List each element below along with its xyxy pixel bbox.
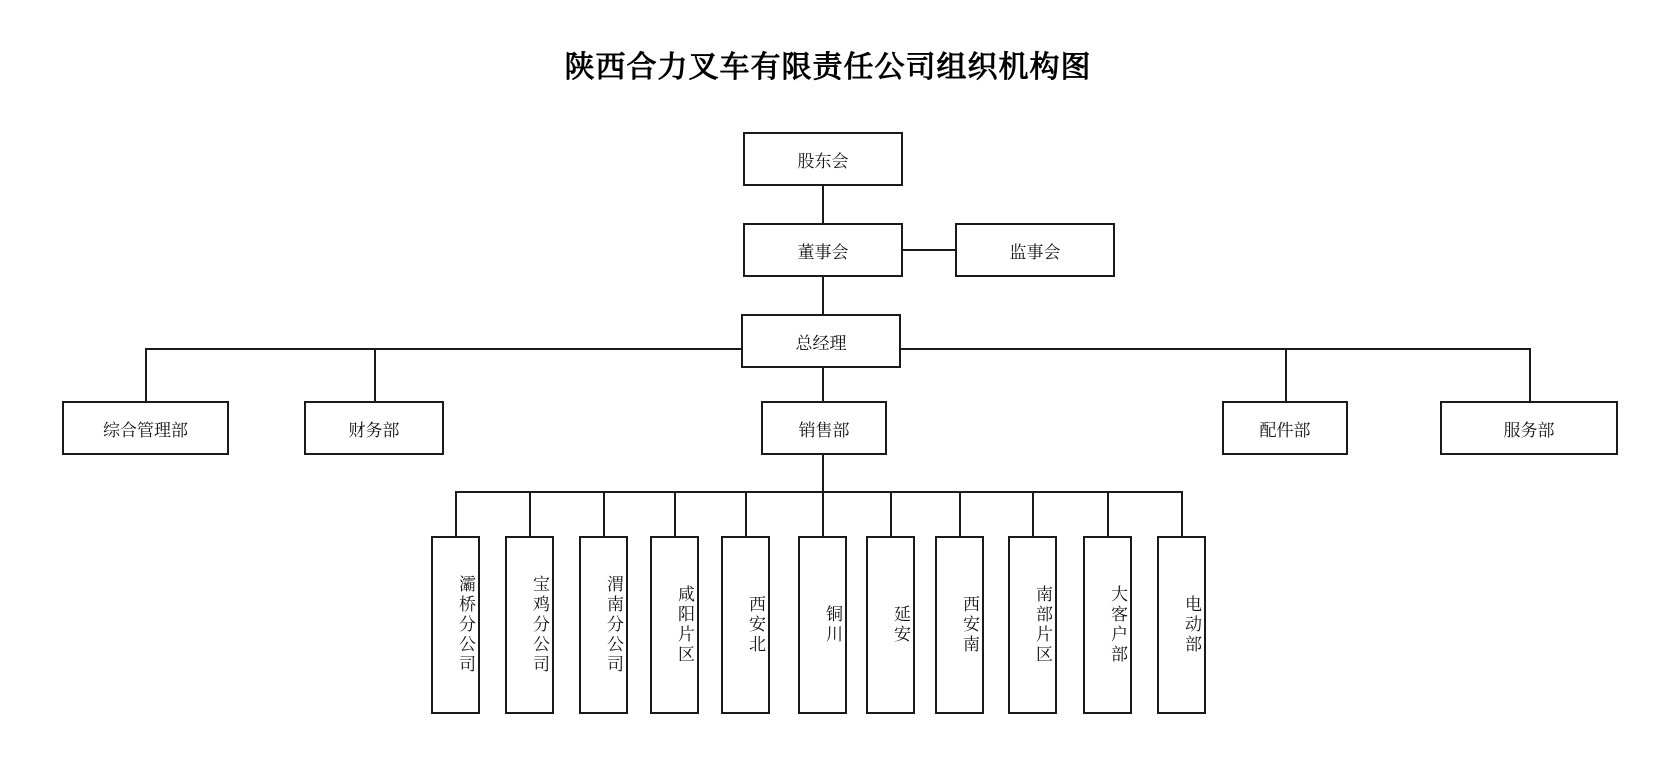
node-electric-department[interactable]: 电动部 <box>1157 536 1206 714</box>
node-sales-department[interactable]: 销售部 <box>761 401 887 455</box>
node-key-account-department[interactable]: 大客户部 <box>1083 536 1132 714</box>
node-finance-department[interactable]: 财务部 <box>304 401 444 455</box>
node-shareholders[interactable]: 股东会 <box>743 132 903 186</box>
edge-sales-xianbei <box>745 491 747 536</box>
edge-sales-xianyang <box>674 491 676 536</box>
edge-sales-xiannan <box>959 491 961 536</box>
node-general-manager[interactable]: 总经理 <box>741 314 901 368</box>
node-service-department[interactable]: 服务部 <box>1440 401 1618 455</box>
edge-sales-electric <box>1181 491 1183 536</box>
edge-gm-sales <box>822 368 824 401</box>
node-baoji-branch[interactable]: 宝鸡分公司 <box>505 536 554 714</box>
edge-sales-nanbu <box>1032 491 1034 536</box>
node-yanan[interactable]: 延安 <box>866 536 915 714</box>
node-xian-south[interactable]: 西安南 <box>935 536 984 714</box>
node-board[interactable]: 董事会 <box>743 223 903 277</box>
node-admin-department[interactable]: 综合管理部 <box>62 401 229 455</box>
edge-gm-parts <box>1285 348 1287 401</box>
edge-sales-yanan <box>890 491 892 536</box>
node-xianyang-area[interactable]: 咸阳片区 <box>650 536 699 714</box>
node-tongchuan[interactable]: 铜川 <box>798 536 847 714</box>
edge-sales-baoji <box>529 491 531 536</box>
page-title: 陕西合力叉车有限责任公司组织机构图 <box>564 51 1092 84</box>
edge-gm-admin <box>145 348 147 401</box>
edge-board-gm <box>822 277 824 314</box>
edge-gm-finance <box>374 348 376 401</box>
node-xian-north[interactable]: 西安北 <box>721 536 770 714</box>
node-supervisors[interactable]: 监事会 <box>955 223 1115 277</box>
edge-sales-baqiao <box>455 491 457 536</box>
edge-gm-service <box>1529 348 1531 401</box>
node-parts-department[interactable]: 配件部 <box>1222 401 1348 455</box>
edge-sales-keyclient <box>1107 491 1109 536</box>
node-weinan-branch[interactable]: 渭南分公司 <box>579 536 628 714</box>
edge-sales-drop <box>822 455 824 493</box>
edge-sales-weinan <box>603 491 605 536</box>
edge-shareholders-board <box>822 186 824 223</box>
edge-board-supervisors <box>903 249 955 251</box>
edge-sales-bus <box>455 491 1183 493</box>
node-southern-area[interactable]: 南部片区 <box>1008 536 1057 714</box>
node-baqiao-branch[interactable]: 灞桥分公司 <box>431 536 480 714</box>
edge-sales-tongchuan <box>822 491 824 536</box>
